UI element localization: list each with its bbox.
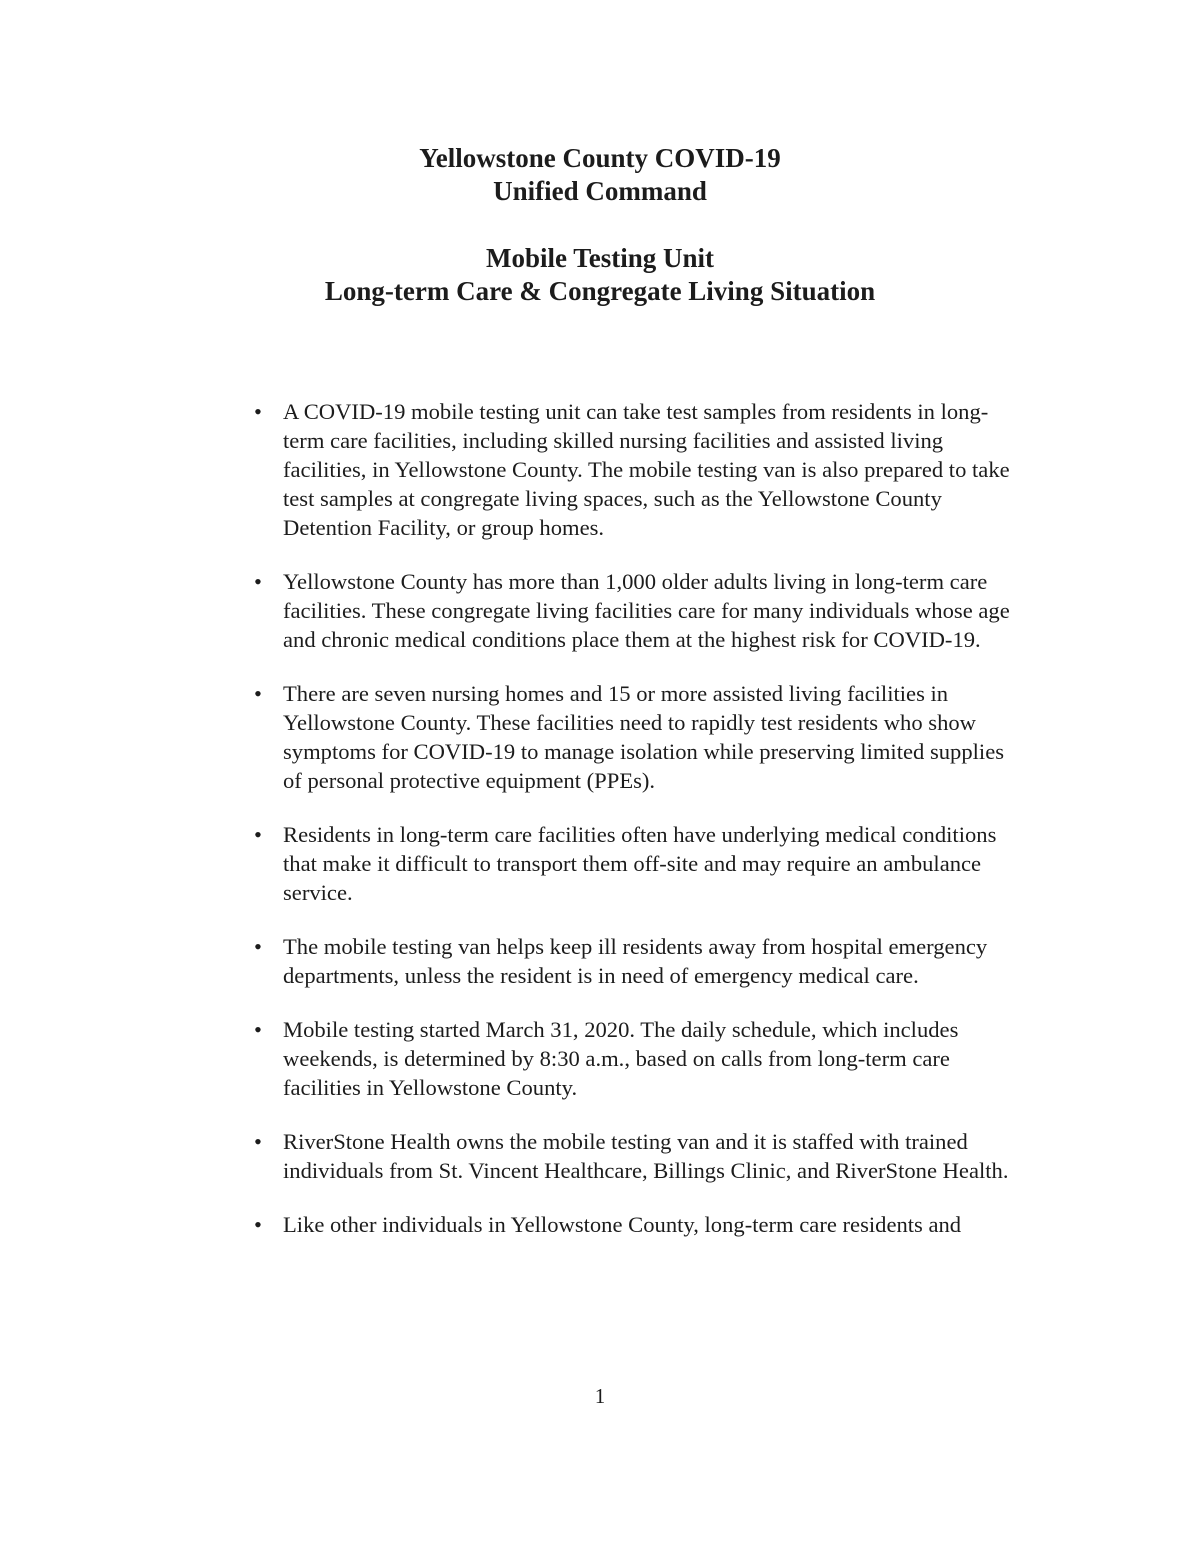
list-item: [248, 1127, 1028, 1185]
list-item: [248, 1015, 1028, 1102]
bullet-text: Like other individuals in Yellowstone County, long-term care residents and: [283, 1212, 962, 1237]
bullet-icon: •: [254, 822, 262, 847]
list-item: [248, 679, 1028, 795]
bullet-text: A COVID-19 mobile testing unit can take test samples from residents in long-term care facilities, including skilled nursing facilities and assisted living facilities, in Yellowstone County. The mobile testing van is also prepared to take test samples at congregate living spaces, such as the Yellowstone County Detention Facility, or group homes.: [283, 399, 1010, 540]
bullet-icon: •: [254, 1212, 262, 1237]
title-line-4: Long-term Care & Congregate Living Situation: [324, 276, 876, 306]
bullet-text: Yellowstone County has more than 1,000 older adults living in long-term care facilities. These congregate living facilities care for many individuals whose age and chronic medical conditions place them at the highest risk for COVID-19.: [283, 569, 1010, 652]
list-item: [248, 932, 1028, 990]
bullet-icon: •: [254, 1017, 262, 1042]
bullet-icon: •: [254, 569, 262, 594]
document-title: [0, 142, 1200, 308]
title-line-3: Mobile Testing Unit: [485, 243, 715, 273]
bullet-text: The mobile testing van helps keep ill residents away from hospital emergency departments, unless the resident is in need of emergency medical care.: [283, 934, 988, 988]
page-number: 1: [594, 1384, 606, 1408]
bullet-icon: •: [254, 1129, 262, 1154]
list-item: [248, 567, 1028, 654]
bullet-text: Residents in long-term care facilities often have underlying medical conditions that make it difficult to transport them off-site and may require an ambulance service.: [283, 822, 997, 905]
bullet-icon: •: [254, 934, 262, 959]
list-item: [248, 1210, 1028, 1239]
title-spacer: [0, 208, 1200, 242]
title-line-2: Unified Command: [493, 176, 707, 206]
title-line-1: Yellowstone County COVID-19: [419, 143, 781, 173]
bullet-icon: •: [254, 399, 262, 424]
bullet-text: There are seven nursing homes and 15 or more assisted living facilities in Yellowstone County. These facilities need to rapidly test residents who show symptoms for COVID-19 to manage isolation while preserving limited supplies of personal protective equipment (PPEs).: [283, 681, 1005, 793]
list-item: [248, 397, 1028, 542]
bullet-list: [248, 397, 1028, 1264]
bullet-text: Mobile testing started March 31, 2020. The daily schedule, which includes weekends, is determined by 8:30 a.m., based on calls from long-term care facilities in Yellowstone County.: [283, 1017, 959, 1100]
bullet-text: RiverStone Health owns the mobile testing van and it is staffed with trained individuals from St. Vincent Healthcare, Billings Clinic, and RiverStone Health.: [283, 1129, 1009, 1183]
bullet-icon: •: [254, 681, 262, 706]
list-item: [248, 820, 1028, 907]
